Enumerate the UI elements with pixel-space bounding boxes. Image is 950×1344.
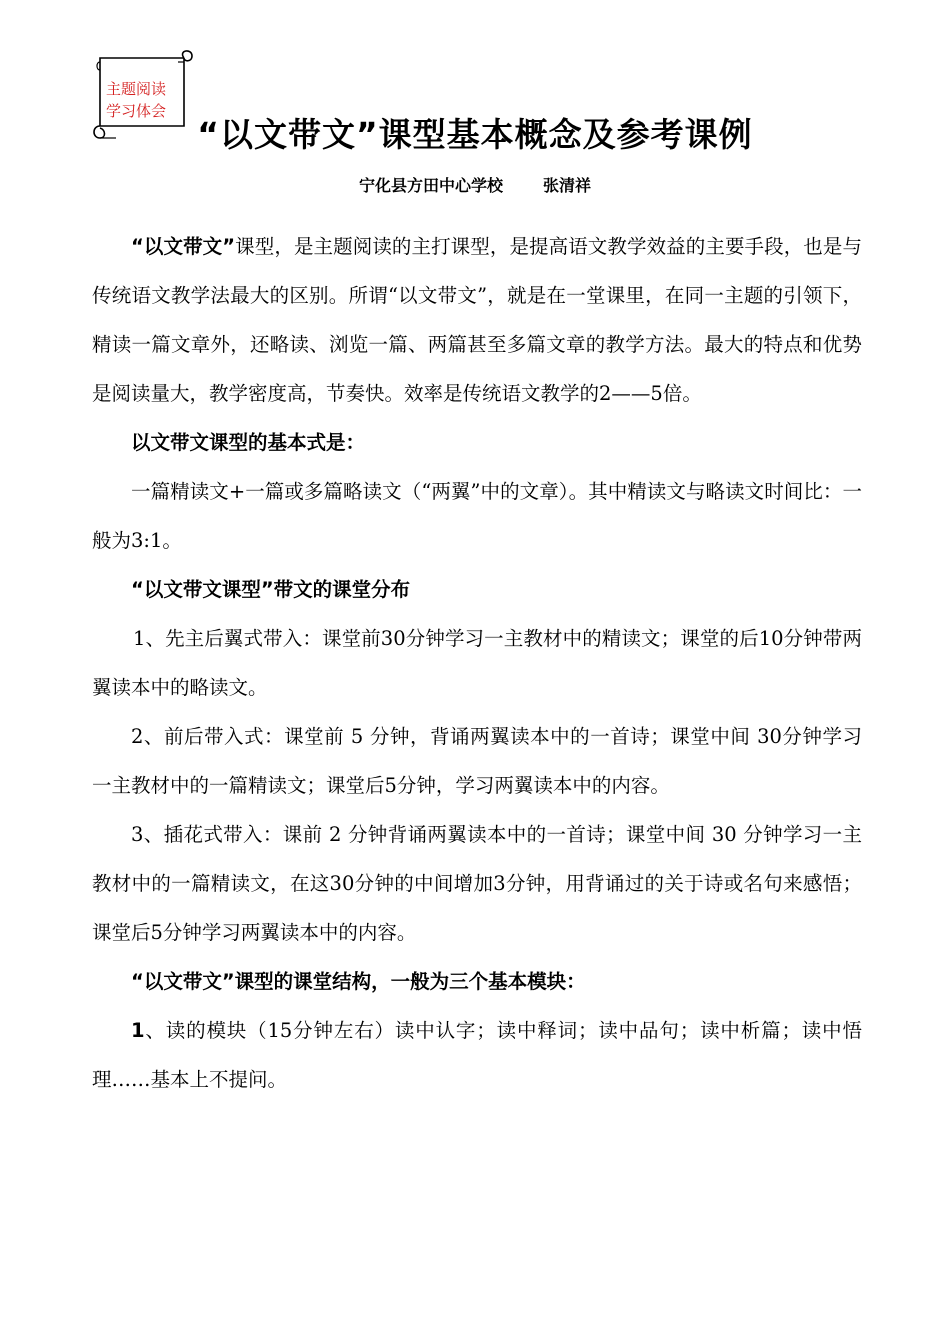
heading-structure: “以文带文”课型的课堂结构，一般为三个基本模块： bbox=[131, 970, 586, 993]
distribution-item-1: 1、先主后翼式带入：课堂前30分钟学习一主教材中的精读文；课堂的后10分钟带两翼读本中的略读文。 bbox=[92, 627, 862, 699]
module-1-text: 、读的模块（15分钟左右）读中认字；读中释词；读中品句；读中析篇；读中悟理……基本上不提问。 bbox=[92, 1019, 862, 1091]
distribution-item-2: 2、前后带入式：课堂前 5 分钟，背诵两翼读本中的一首诗；课堂中间 30分钟学习一主教材中的一篇精读文；课堂后5分钟，学习两翼读本中的内容。 bbox=[92, 725, 862, 797]
distribution-item-3: 3、插花式带入：课前 2 分钟背诵两翼读本中的一首诗；课堂中间 30 分钟学习一主教材中的一篇精读文，在这30分钟的中间增加3分钟，用背诵过的关于诗或名句来感悟；课堂后5分钟学习两翼读本中的内容。 bbox=[92, 823, 862, 944]
school-name: 宁化县方田中心学校 bbox=[358, 176, 503, 195]
intro-text: 课型，是主题阅读的主打课型，是提高语文教学效益的主要手段，也是与传统语文教学法最大的区别。所谓“以文带文”，就是在一堂课里，在同一主题的引领下，精读一篇文章外，还略读、浏览一篇、两篇甚至多篇文章的教学方法。最大的特点和优势是阅读量大，教学密度高，节奏快。效率是传统语文教学的2——5倍。 bbox=[92, 235, 862, 405]
heading-basic-form: 以文带文课型的基本式是： bbox=[131, 431, 366, 454]
intro-paragraph bbox=[92, 222, 862, 418]
author-name: 张清祥 bbox=[543, 176, 592, 195]
document-body bbox=[92, 222, 862, 1104]
heading-distribution: “以文带文课型”带文的课堂分布 bbox=[131, 578, 411, 601]
intro-lead: “以文带文” bbox=[131, 235, 236, 258]
badge-line-2: 学习体会 bbox=[106, 102, 167, 120]
badge-line-1: 主题阅读 bbox=[106, 80, 167, 98]
module-1-paragraph bbox=[92, 1006, 862, 1104]
document-title: “以文带文”课型基本概念及参考课例 bbox=[197, 115, 753, 154]
module-1-number: 1 bbox=[131, 1019, 145, 1042]
byline bbox=[0, 172, 950, 200]
basic-form-paragraph: 一篇精读文+一篇或多篇略读文（“两翼”中的文章）。其中精读文与略读文时间比：一般为3:1。 bbox=[92, 480, 862, 552]
